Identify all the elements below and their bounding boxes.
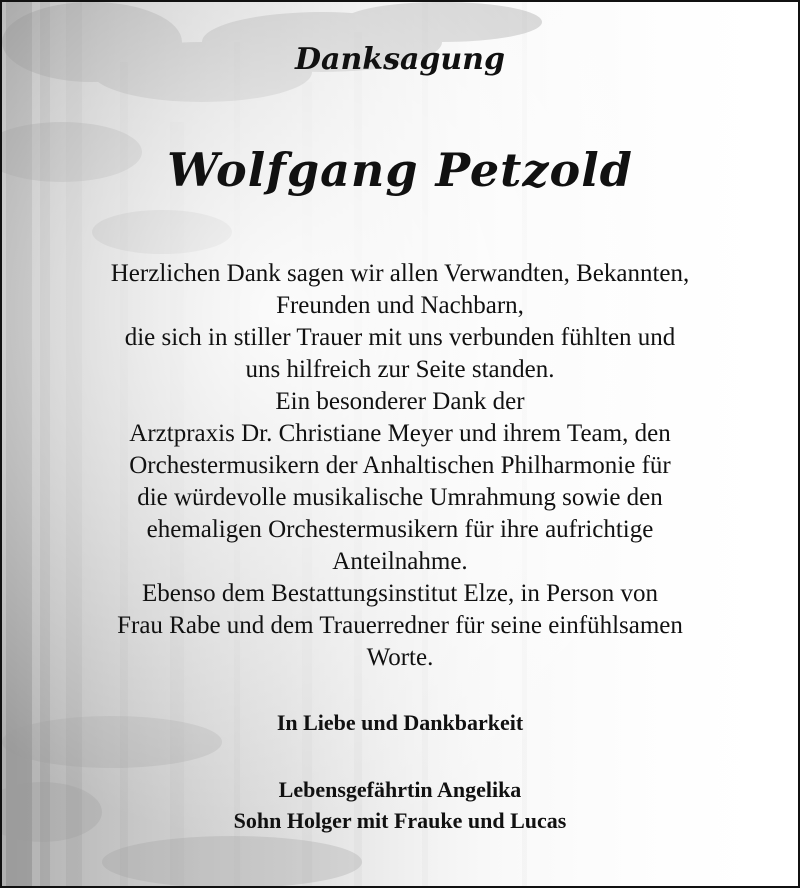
deceased-name: Wolfgang Petzold [167, 143, 633, 197]
body-line: Anteilnahme. [332, 548, 468, 575]
body-line: ehemaligen Orchestermusikern für ihre aufrichtige [146, 516, 654, 543]
signature-block [2, 774, 798, 836]
body-line: Herzlichen Dank sagen wir allen Verwandten, Bekannten, [110, 260, 690, 287]
body-line: Frau Rabe und dem Trauerredner für seine einfühlsamen [117, 612, 683, 639]
signature-line: Sohn Holger mit Frauke und Lucas [233, 808, 567, 833]
body-line: Freunden und Nachbarn, [276, 292, 524, 319]
body-line: Worte. [366, 644, 434, 671]
notice-heading: Danksagung [295, 42, 505, 77]
signature-line: Lebensgefährtin Angelika [278, 777, 522, 802]
body-line: die würdevolle musikalische Umrahmung sowie den [137, 484, 663, 511]
thanks-paragraph [22, 258, 778, 674]
body-line: die sich in stiller Trauer mit uns verbunden fühlten und [124, 324, 676, 351]
body-line: Ein besonderer Dank der [275, 388, 525, 415]
body-line: uns hilfreich zur Seite standen. [245, 356, 555, 383]
body-line: Arztpraxis Dr. Christiane Meyer und ihrem Team, den [129, 420, 671, 447]
closing-phrase: In Liebe und Dankbarkeit [276, 710, 524, 735]
body-line: Ebenso dem Bestattungsinstitut Elze, in Person von [142, 580, 658, 607]
body-line: Orchestermusikern der Anhaltischen Philharmonie für [129, 452, 671, 479]
